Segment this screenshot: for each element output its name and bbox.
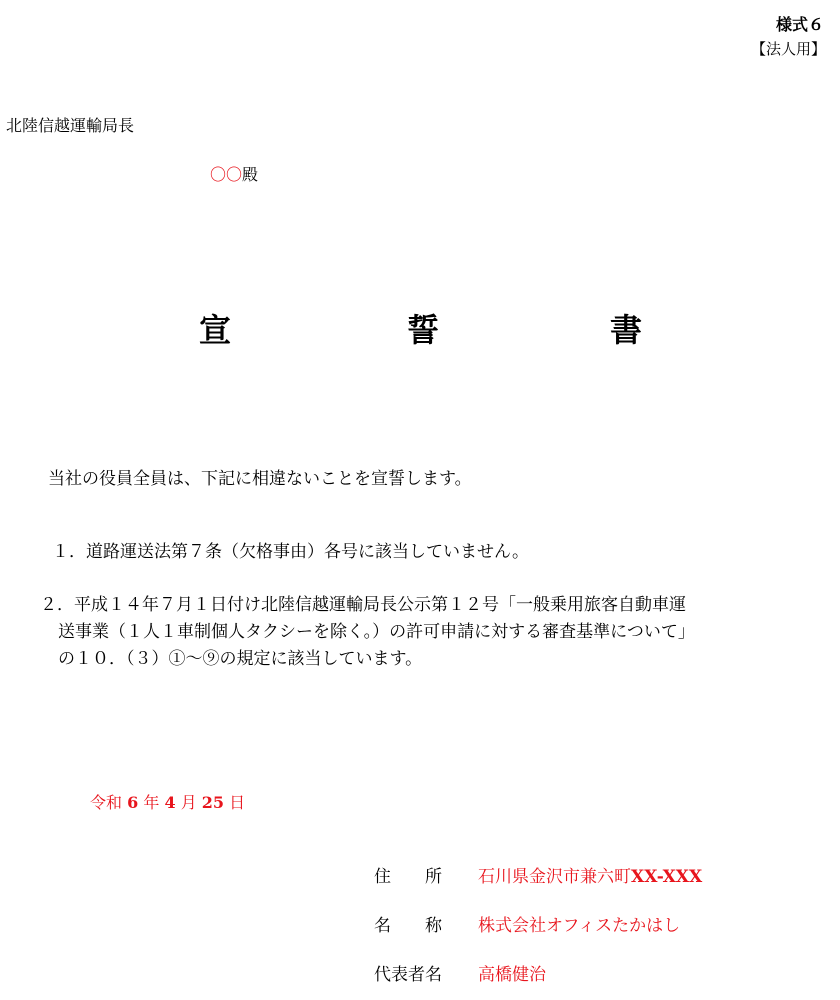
addressee-name-placeholder: 〇〇 (210, 165, 243, 184)
declaration-intro: 当社の役員全員は、下記に相違ないことを宣誓します。 (48, 469, 472, 489)
company-name-label: 名 称 (374, 916, 442, 936)
addressee-honorific: 殿 (242, 165, 259, 184)
addressee-office: 北陸信越運輸局長 (6, 116, 135, 135)
declaration-item-2-line-2: 送事業（１人１車制個人タクシーを除く。）の許可申請に対する審査基準について」 (58, 622, 695, 642)
declaration-date (90, 790, 245, 813)
address-code: XX-XXX (631, 867, 703, 887)
representative-value: 高橋健治 (478, 965, 546, 985)
date-day: 25 (201, 793, 225, 812)
document-title-char-2: 誓 (407, 311, 440, 349)
address-label: 住 所 (374, 867, 442, 887)
declaration-item-2-line-1: ２．平成１４年７月１日付け北陸信越運輸局長公示第１２号「一般乗用旅客自動車運 (40, 595, 686, 615)
date-year-unit: 年 (143, 793, 160, 812)
date-era: 令和 (90, 793, 123, 812)
address-value (478, 862, 702, 887)
addressee-line (210, 162, 258, 185)
date-day-unit: 日 (229, 793, 246, 812)
declaration-item-1: １．道路運送法第７条（欠格事由）各号に該当していません。 (52, 542, 530, 562)
document-title-char-1: 宣 (199, 311, 232, 349)
representative-label: 代表者名 (374, 965, 442, 985)
declaration-item-2-line-3: の１０．（３）①〜⑨の規定に該当しています。 (58, 649, 423, 669)
address-text: 石川県金沢市兼六町 (478, 867, 631, 887)
declaration-item-2 (40, 592, 835, 673)
company-name-value: 株式会社オフィスたかはし (478, 916, 681, 936)
form-type-label: 【法人用】 (750, 40, 826, 58)
date-year: 6 (127, 793, 139, 812)
document-title-char-3: 書 (610, 311, 643, 349)
date-month-unit: 月 (180, 793, 197, 812)
form-number: 様式６ (775, 15, 824, 34)
date-month: 4 (164, 793, 176, 812)
